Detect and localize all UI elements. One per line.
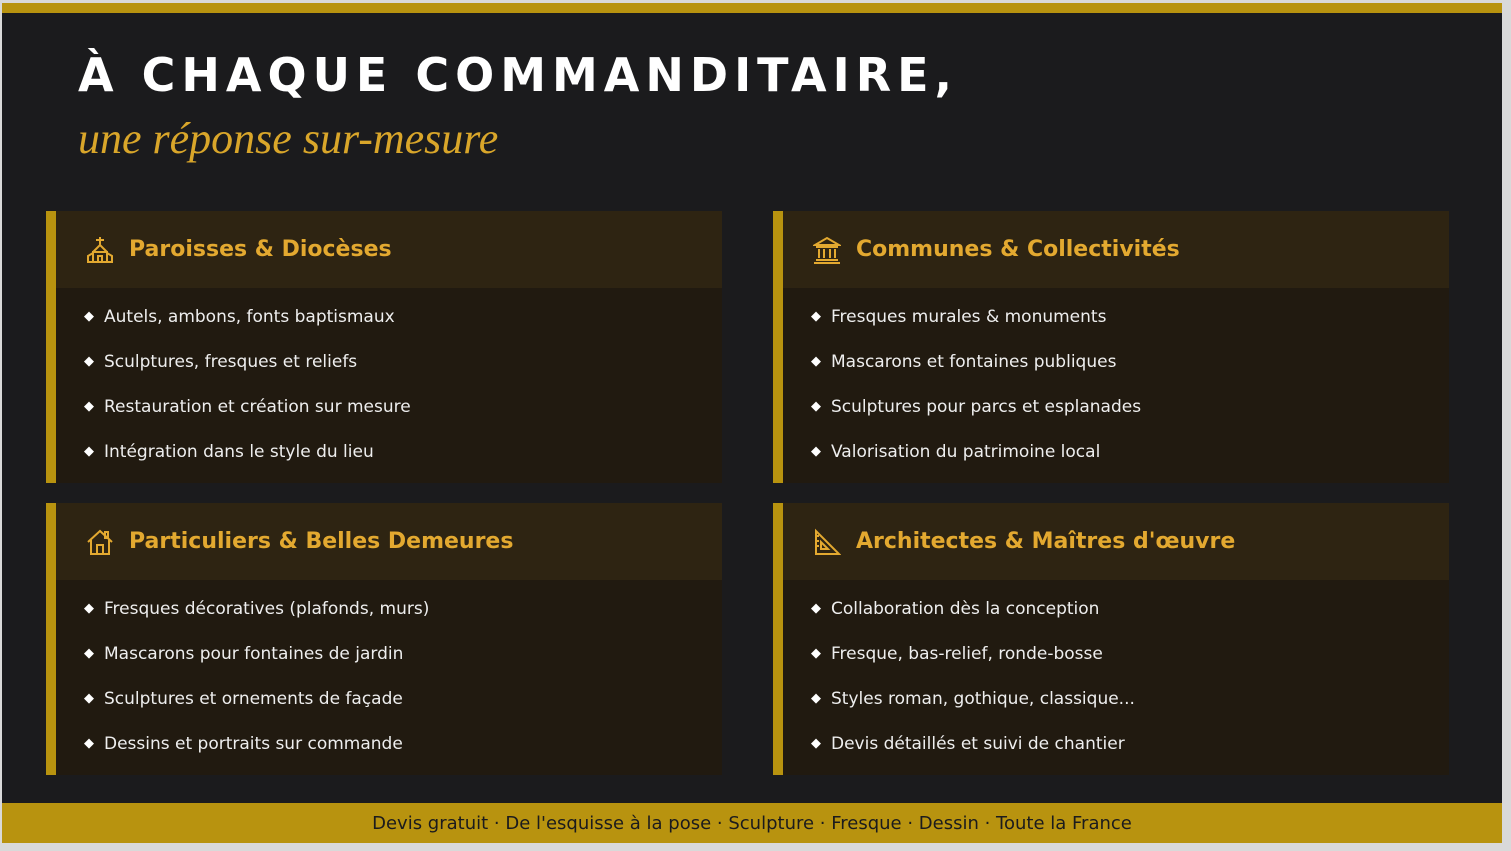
card-header xyxy=(56,211,722,288)
diamond-bullet-icon: ◆ xyxy=(811,601,821,616)
card-communes xyxy=(773,211,1449,483)
list-item-text: Devis détaillés et suivi de chantier xyxy=(831,734,1125,754)
house-icon xyxy=(86,528,114,556)
list-item xyxy=(811,644,1449,689)
diamond-bullet-icon: ◆ xyxy=(811,736,821,751)
diamond-bullet-icon: ◆ xyxy=(84,309,94,324)
card-header xyxy=(783,211,1449,288)
list-item xyxy=(84,397,722,442)
card-list xyxy=(783,288,1449,487)
list-item xyxy=(84,442,722,487)
card-header xyxy=(56,503,722,580)
slide-title: À CHAQUE COMMANDITAIRE, xyxy=(78,48,959,102)
diamond-bullet-icon: ◆ xyxy=(84,736,94,751)
footer-text: Devis gratuit · De l'esquisse à la pose · Sculpture · Fresque · Dessin · Toute la France xyxy=(372,812,1132,834)
diamond-bullet-icon: ◆ xyxy=(84,444,94,459)
list-item xyxy=(84,644,722,689)
list-item xyxy=(811,689,1449,734)
diamond-bullet-icon: ◆ xyxy=(84,354,94,369)
card-list xyxy=(56,288,722,487)
list-item-text: Sculptures et ornements de façade xyxy=(104,689,403,709)
card-header xyxy=(783,503,1449,580)
diamond-bullet-icon: ◆ xyxy=(811,399,821,414)
landmark-icon xyxy=(813,236,841,264)
list-item-text: Fresques décoratives (plafonds, murs) xyxy=(104,599,430,619)
card-list xyxy=(56,580,722,779)
diamond-bullet-icon: ◆ xyxy=(811,309,821,324)
list-item xyxy=(811,397,1449,442)
list-item-text: Fresques murales & monuments xyxy=(831,307,1107,327)
card-title: Paroisses & Diocèses xyxy=(129,237,392,262)
list-item xyxy=(811,307,1449,352)
list-item xyxy=(84,734,722,779)
diamond-bullet-icon: ◆ xyxy=(811,444,821,459)
card-paroisses xyxy=(46,211,722,483)
diamond-bullet-icon: ◆ xyxy=(84,601,94,616)
list-item-text: Mascarons et fontaines publiques xyxy=(831,352,1117,372)
list-item xyxy=(811,734,1449,779)
list-item-text: Sculptures pour parcs et esplanades xyxy=(831,397,1142,417)
list-item-text: Restauration et création sur mesure xyxy=(104,397,411,417)
slide-subtitle: une réponse sur-mesure xyxy=(78,114,499,163)
list-item-text: Intégration dans le style du lieu xyxy=(104,442,374,462)
card-architectes xyxy=(773,503,1449,775)
list-item-text: Styles roman, gothique, classique... xyxy=(831,689,1135,709)
list-item xyxy=(84,352,722,397)
church-icon xyxy=(86,236,114,264)
list-item-text: Fresque, bas-relief, ronde-bosse xyxy=(831,644,1103,664)
list-item xyxy=(84,307,722,352)
list-item-text: Valorisation du patrimoine local xyxy=(831,442,1101,462)
diamond-bullet-icon: ◆ xyxy=(811,646,821,661)
list-item-text: Mascarons pour fontaines de jardin xyxy=(104,644,404,664)
diamond-bullet-icon: ◆ xyxy=(811,354,821,369)
list-item xyxy=(84,599,722,644)
slide xyxy=(2,3,1502,843)
card-title: Communes & Collectivités xyxy=(856,237,1180,262)
list-item-text: Dessins et portraits sur commande xyxy=(104,734,403,754)
list-item-text: Sculptures, fresques et reliefs xyxy=(104,352,358,372)
card-particuliers xyxy=(46,503,722,775)
list-item xyxy=(811,599,1449,644)
list-item xyxy=(84,689,722,734)
diamond-bullet-icon: ◆ xyxy=(84,646,94,661)
card-title: Particuliers & Belles Demeures xyxy=(129,529,514,554)
compass-ruler-icon xyxy=(813,528,841,556)
diamond-bullet-icon: ◆ xyxy=(811,691,821,706)
list-item xyxy=(811,442,1449,487)
diamond-bullet-icon: ◆ xyxy=(84,399,94,414)
diamond-bullet-icon: ◆ xyxy=(84,691,94,706)
list-item-text: Collaboration dès la conception xyxy=(831,599,1100,619)
window-edge xyxy=(1502,0,1511,851)
card-title: Architectes & Maîtres d'œuvre xyxy=(856,529,1236,554)
card-list xyxy=(783,580,1449,779)
top-accent-bar xyxy=(2,3,1502,13)
list-item xyxy=(811,352,1449,397)
list-item-text: Autels, ambons, fonts baptismaux xyxy=(104,307,395,327)
footer-banner xyxy=(2,803,1502,843)
